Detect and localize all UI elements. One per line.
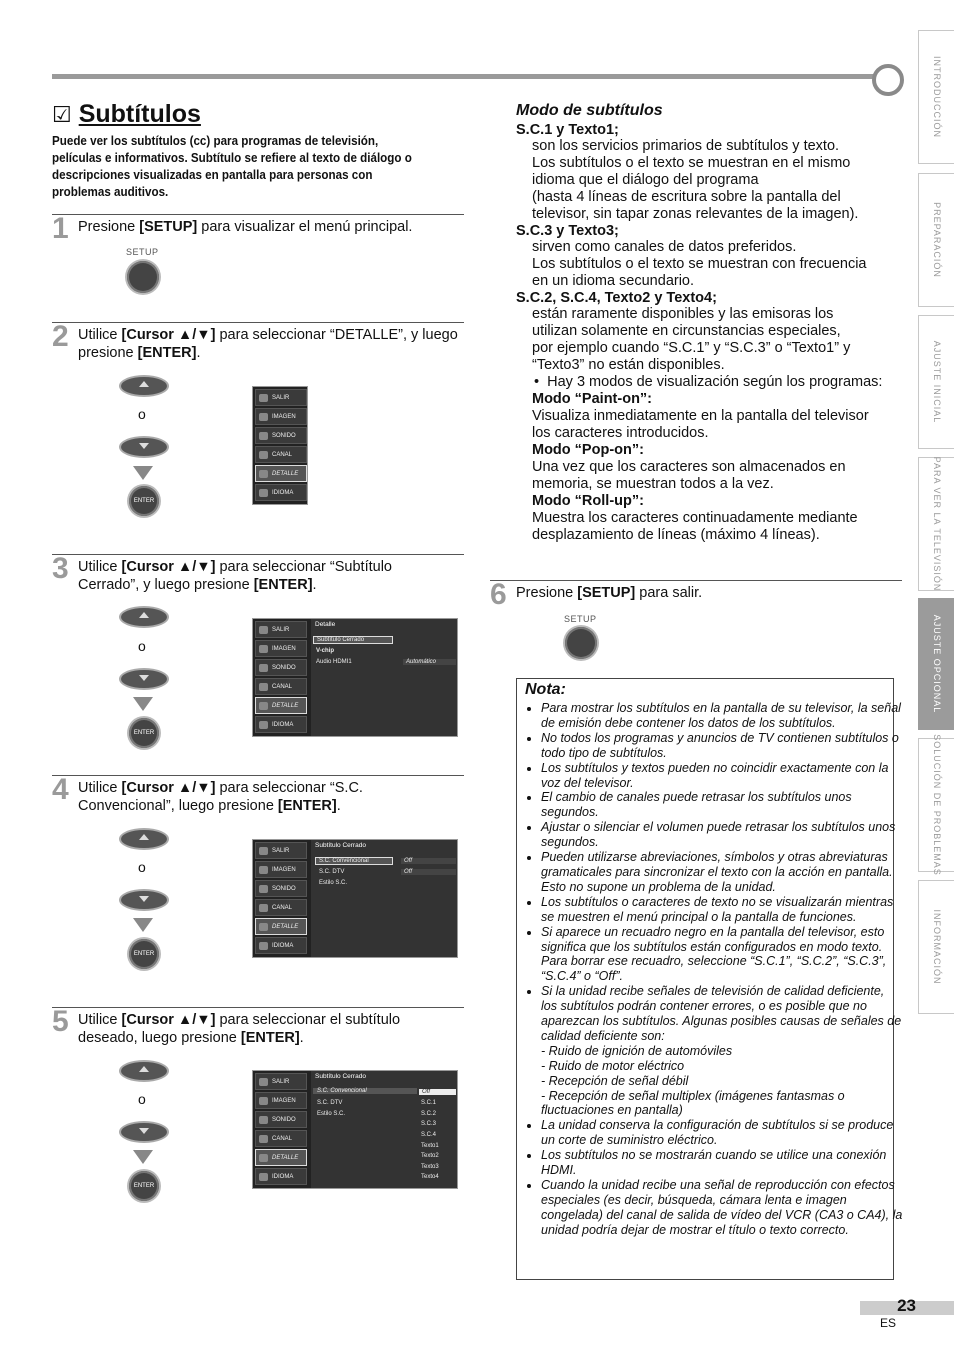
menu-item-detalle[interactable]: DETALLE [255,918,307,935]
menu-item-canal[interactable]: CANAL [255,678,307,695]
cursor-down-button[interactable] [119,1121,169,1143]
note-item: • Si la unidad recibe señales de televisión de calidad deficiente, los subtítulos podrán contener errores, o es posible que no aparezcan los subtítulos. Algunas posibles causas de señales de calidad deficiente son: - Ruido de ignición de automóviles - Ruido de motor eléctrico - Recepción de señal débil - Recepción de señal multiplex (imágenes fantasmas o fluctuaciones en pantalla) [541,984,903,1118]
top-rule-circle [872,64,904,96]
step-divider [52,1007,464,1008]
or-label: o [138,406,146,422]
menu-item-idioma[interactable]: IDIOMA [255,716,307,733]
step-5-text: Utilice [Cursor ▲/▼] para seleccionar el subtítulo deseado, luego presione [ENTER]. [78,1012,401,1046]
tab-solucion-de-problemas[interactable]: SOLUCIÓN DE PROBLEMAS [918,738,954,872]
page-number: 23 [897,1296,916,1315]
menu-item-sonido[interactable]: SONIDO [255,427,307,444]
cursor-up-button[interactable] [119,828,169,850]
submenu-panel [311,840,457,957]
sc1-heading: S.C.1 y Texto1; [516,122,619,138]
note-item: • Cuando la unidad recibe una señal de reproducción con efectos especiales (es decir, búsqueda, cámara lenta e imagen congelada) del canal de salida de vídeo del VCR (CA3 o CA4), la unidad podría dejar de mostrar el título o texto correcto. [541,1178,903,1238]
tab-informacion[interactable]: INFORMACIÓN [918,880,954,1014]
roll-heading: Modo “Roll-up”: [532,493,644,509]
note-item: • Los subtítulos o caracteres de texto no se visualizarán mientras se muestren el menú principal o la pantalla de funciones. [541,895,903,925]
step-number: 3 [52,552,69,585]
option-off[interactable]: Off [419,1089,456,1095]
step-1-text: Presione [SETUP] para visualizar el menú principal. [78,219,413,235]
note-item: • Los subtítulos y textos pueden no coincidir exactamente con la voz del televisor. [541,761,903,791]
menu-item-canal[interactable]: CANAL [255,1130,307,1147]
menu-item-sonido[interactable]: SONIDO [255,1111,307,1128]
tab-introduccion[interactable]: INTRODUCCIÓN [918,30,954,164]
submenu-row[interactable]: S.C. Convencional [315,857,393,865]
step-number: 1 [52,212,69,245]
enter-button[interactable]: ENTER [129,486,159,516]
submenu-row[interactable]: Audio HDMI1 [316,659,352,665]
cursor-up-button[interactable] [119,1060,169,1082]
menu-item-salir[interactable]: SALIR [255,621,307,638]
arrow-down-icon [133,1150,153,1164]
step-3-text: Utilice [Cursor ▲/▼] para seleccionar “Subtítulo Cerrado”, y luego presione [ENTER]. [78,559,392,593]
menu-item-imagen[interactable]: IMAGEN [255,861,307,878]
page-title [52,100,201,129]
submenu-title: Detalle [315,621,336,628]
sc2-body: están raramente disponibles y las emisoras los utilizan solamente en circunstancias especiales, por ejemplo cuando “S.C.1” y “S.C.3” o “Texto1” y “Texto3” no están disponibles. • Hay 3 modos de visualización según los programas: Modo “Paint-on”: Visualiza inmediatamente en la pantalla del televisor los caracteres introducidos. Modo “Pop-on”: Una vez que los caracteres son almacenados en memoria, se muestran todos a la vez. Modo “Roll-up”: Muestra los caracteres continuadamente mediante desplazamiento de líneas (máximo 4 líneas). [516,306,906,544]
sc3-body: sirven como canales de datos preferidos. Los subtítulos o el texto se muestran con frecuencia en un idioma secundario. [532,239,867,289]
menu-item-imagen[interactable]: IMAGEN [255,1092,307,1109]
cursor-down-button[interactable] [119,436,169,458]
cursor-down-button[interactable] [119,889,169,911]
pop-heading: Modo “Pop-on”: [532,442,644,458]
note-item: • Pueden utilizarse abreviaciones, símbolos y otras abreviaturas gramaticales para sincronizar el texto con la acción en pantalla. Esto no supone un problema de la unidad. [541,850,903,895]
option-sc4[interactable]: S.C.4 [421,1132,437,1138]
tab-ajuste-opcional[interactable]: AJUSTE OPCIONAL [918,598,954,730]
tab-ajuste-inicial[interactable]: AJUSTE INICIAL [918,315,954,449]
setup-label: SETUP [564,614,597,624]
note-item: • El cambio de canales puede retrasar los subtítulos unos segundos. [541,790,903,820]
step-divider [490,580,902,581]
modes-bullet: • Hay 3 modos de visualización según los programas: [534,374,883,390]
tab-para-ver-la-television[interactable]: PARA VER LA TELEVISIÓN [918,457,954,591]
enter-button[interactable]: ENTER [129,939,159,969]
arrow-down-icon [133,697,153,711]
step-number: 6 [490,578,507,611]
step-number: 5 [52,1005,69,1038]
menu-screen [252,1070,458,1189]
submenu-value: Automático [403,659,456,665]
subtitle-modes [516,102,906,544]
arrow-down-icon [133,466,153,480]
submenu-row[interactable]: Estilo S.C. [317,1111,346,1117]
intro-text: Puede ver los subtítulos (cc) para programas de televisión, películas e informativos. Subtítulo se refiere al texto de diálogo o descripciones visualizadas en pantalla para personas con problemas auditivos. [52,134,412,199]
submenu-value: Off [401,869,456,875]
setup-button[interactable] [565,627,597,659]
top-rule [52,74,882,79]
menu-item-imagen[interactable]: IMAGEN [255,640,307,657]
option-sc2[interactable]: S.C.2 [421,1111,437,1117]
menu-item-detalle[interactable]: DETALLE [255,1149,307,1166]
option-sc1[interactable]: S.C.1 [421,1100,437,1106]
submenu-title: Subtítulo Cerrado [315,1073,366,1080]
note-item: • Los subtítulos no se mostrarán cuando se utilice una conexión HDMI. [541,1148,903,1178]
note-list [525,701,903,1238]
menu-screen [252,386,308,505]
menu-item-detalle[interactable]: DETALLE [255,697,307,714]
step-divider [52,775,464,776]
modes-heading: Modo de subtítulos [516,102,663,119]
sc2-heading: S.C.2, S.C.4, Texto2 y Texto4; [516,290,717,306]
step-divider [52,322,464,323]
note-item: • Si aparece un recuadro negro en la pantalla del televisor, esto significa que los subtítulos están configurados en modo texto. Para borrar ese recuadro, seleccione “S.C.1”, “S.C.2”, “S.C.3”, “S.C.4” o “Off”. [541,925,903,985]
note-item: • No todos los programas y anuncios de TV contienen subtítulos o todo tipo de subtítulos. [541,731,903,761]
submenu-panel [311,619,457,736]
menu-item-salir[interactable]: SALIR [255,1073,307,1090]
arrow-down-icon [133,918,153,932]
enter-button[interactable]: ENTER [129,718,159,748]
or-label: o [138,859,146,875]
step-number: 2 [52,320,69,353]
submenu-value: Off [401,858,456,864]
language-code: ES [880,1316,897,1330]
note-item: • La unidad conserva la configuración de subtítulos si se produce un corte de suministro eléctrico. [541,1118,903,1148]
step-number: 4 [52,773,69,806]
submenu-row[interactable]: V-chip [316,648,335,654]
note-box [516,678,903,1280]
note-title: Nota: [525,681,566,698]
enter-button[interactable]: ENTER [129,1171,159,1201]
menu-item-detalle[interactable]: DETALLE [255,465,307,482]
option-texto2[interactable]: Texto2 [421,1153,439,1159]
option-texto3[interactable]: Texto3 [421,1164,439,1170]
step-4-text: Utilice [Cursor ▲/▼] para seleccionar “S.C. Convencional”, luego presione [ENTER]. [78,780,363,814]
option-texto1[interactable]: Texto1 [421,1143,439,1149]
option-texto4[interactable]: Texto4 [421,1174,439,1180]
submenu-row[interactable]: Estilo S.C. [319,880,348,886]
setup-button[interactable] [127,261,159,293]
menu-screen [252,618,458,737]
menu-item-idioma[interactable]: IDIOMA [255,1168,307,1185]
or-label: o [138,1091,146,1107]
submenu-row[interactable]: S.C. DTV [319,869,345,875]
step-divider [52,214,464,215]
step-6-text: Presione [SETUP] para salir. [516,585,703,601]
menu-item-salir[interactable]: SALIR [255,842,307,859]
note-item: • Ajustar o silenciar el volumen puede retrasar los subtítulos unos segundos. [541,820,903,850]
option-sc3[interactable]: S.C.3 [421,1121,437,1127]
cursor-up-button[interactable] [119,606,169,628]
tab-preparacion[interactable]: PREPARACIÓN [918,173,954,307]
title-text: Subtítulos [78,100,201,128]
menu-item-idioma[interactable]: IDIOMA [255,484,307,501]
menu-item-canal[interactable]: CANAL [255,446,307,463]
submenu-row[interactable]: S.C. DTV [317,1100,343,1106]
submenu-row[interactable]: Subtítulo Cerrado [313,636,393,644]
menu-item-imagen[interactable]: IMAGEN [255,408,307,425]
submenu-row[interactable]: S.C. Convencional [313,1088,417,1094]
menu-item-canal[interactable]: CANAL [255,899,307,916]
cursor-up-button[interactable] [119,375,169,397]
menu-screen [252,839,458,958]
step-divider [52,554,464,555]
submenu-title: Subtítulo Cerrado [315,842,366,849]
menu-item-sonido[interactable]: SONIDO [255,880,307,897]
step-2-text: Utilice [Cursor ▲/▼] para seleccionar “DETALLE”, y luego presione [ENTER]. [78,327,458,361]
sc3-heading: S.C.3 y Texto3; [516,223,619,239]
menu-item-salir[interactable]: SALIR [255,389,307,406]
note-item: • Para mostrar los subtítulos en la pantalla de su televisor, la señal de emisión debe contener los datos de los subtítulos. [541,701,903,731]
submenu-panel [311,1071,457,1188]
menu-item-sonido[interactable]: SONIDO [255,659,307,676]
cursor-down-button[interactable] [119,668,169,690]
paint-heading: Modo “Paint-on”: [532,391,653,407]
or-label: o [138,638,146,654]
sc1-body: son los servicios primarios de subtítulos y texto. Los subtítulos o el texto se muestran en el mismo idioma que el diálogo del programa (hasta 4 líneas de escritura sobre la pantalla del televisor, sin tapar zonas relevantes de la imagen). [532,138,859,222]
menu-item-idioma[interactable]: IDIOMA [255,937,307,954]
check-icon: ☑ [52,102,72,127]
setup-label: SETUP [126,247,159,257]
